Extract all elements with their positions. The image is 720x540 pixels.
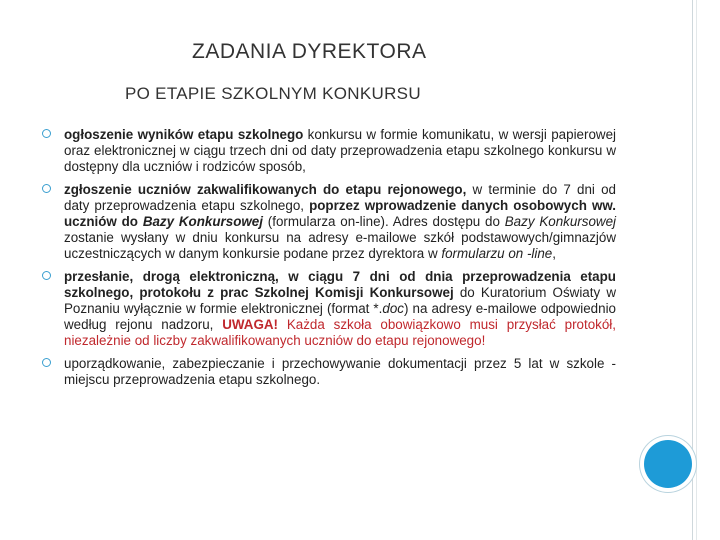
bullet-icon (42, 271, 51, 280)
warning-label: UWAGA! (222, 316, 279, 332)
item-text: uporządkowanie, zabezpieczanie i przechowywanie dokumentacji przez 5 lat w szkole - miejscu przeprowadzenia etapu szkolnego. (64, 356, 616, 388)
item-text: (formularza on-line). Adres dostępu do (262, 213, 505, 229)
list-item (40, 356, 616, 388)
item-text: , (552, 245, 556, 261)
item-italic-text: doc (382, 300, 404, 316)
list-item (40, 182, 616, 261)
list-item (40, 269, 616, 348)
item-bold-text: ogłoszenie wyników etapu szkolnego (64, 127, 304, 142)
bullet-icon (42, 358, 51, 367)
decorative-circle (644, 440, 692, 488)
bullet-icon (42, 129, 51, 138)
slide-subtitle: PO ETAPIE SZKOLNYM KONKURSU (125, 84, 421, 103)
item-italic-text: formularzu on -line (441, 245, 553, 261)
item-text: do Kuratorium Oświaty w Poznaniu wyłącznie w formie elektronicznej (format *. (64, 285, 617, 316)
item-bold-text: przesłanie, drogą elektroniczną, w ciągu 7 dni od dnia przeprowadzenia etapu szkolnego, protokołu z prac Szkolnej Komisji Konkursowej (64, 269, 616, 301)
item-bold-italic-text: Bazy Konkursowej (142, 213, 263, 229)
item-italic-text: Bazy Konkursowej (504, 213, 616, 229)
bullet-list (40, 127, 616, 396)
item-text: konkursu w formie komunikatu, w wersji papierowej oraz elektronicznej w ciągu trzech dni od daty przeprowadzenia etapu szkolnego konkursu w dostępny dla uczniów i rodziców sposób, (64, 127, 616, 174)
decorative-rule (696, 0, 697, 540)
decorative-rule (692, 0, 693, 540)
item-text: ) na adresy e-mailowe odpowiednio według rejonu nadzoru, (64, 300, 616, 332)
slide-title: ZADANIA DYREKTORA (192, 40, 427, 63)
item-bold-text: poprzez wprowadzenie danych osobowych ww. uczniów do (64, 198, 616, 229)
item-text: w terminie do 7 dni od daty przeprowadzenia etapu szkolnego, (64, 182, 616, 214)
item-text: zostanie wysłany w dniu konkursu na adresy e-mailowe szkół podstawowych/gimnazjów uczestniczących w danym konkursie podane przez dyrektora w (64, 229, 616, 261)
bullet-icon (42, 184, 51, 193)
warning-text: Każda szkoła obowiązkowo musi przysłać protokół, niezależnie od liczby zakwalifikowanych uczniów do etapu rejonowego! (64, 316, 616, 348)
item-bold-text: zgłoszenie uczniów zakwalifikowanych do etapu rejonowego, (64, 182, 467, 198)
list-item (40, 127, 616, 174)
